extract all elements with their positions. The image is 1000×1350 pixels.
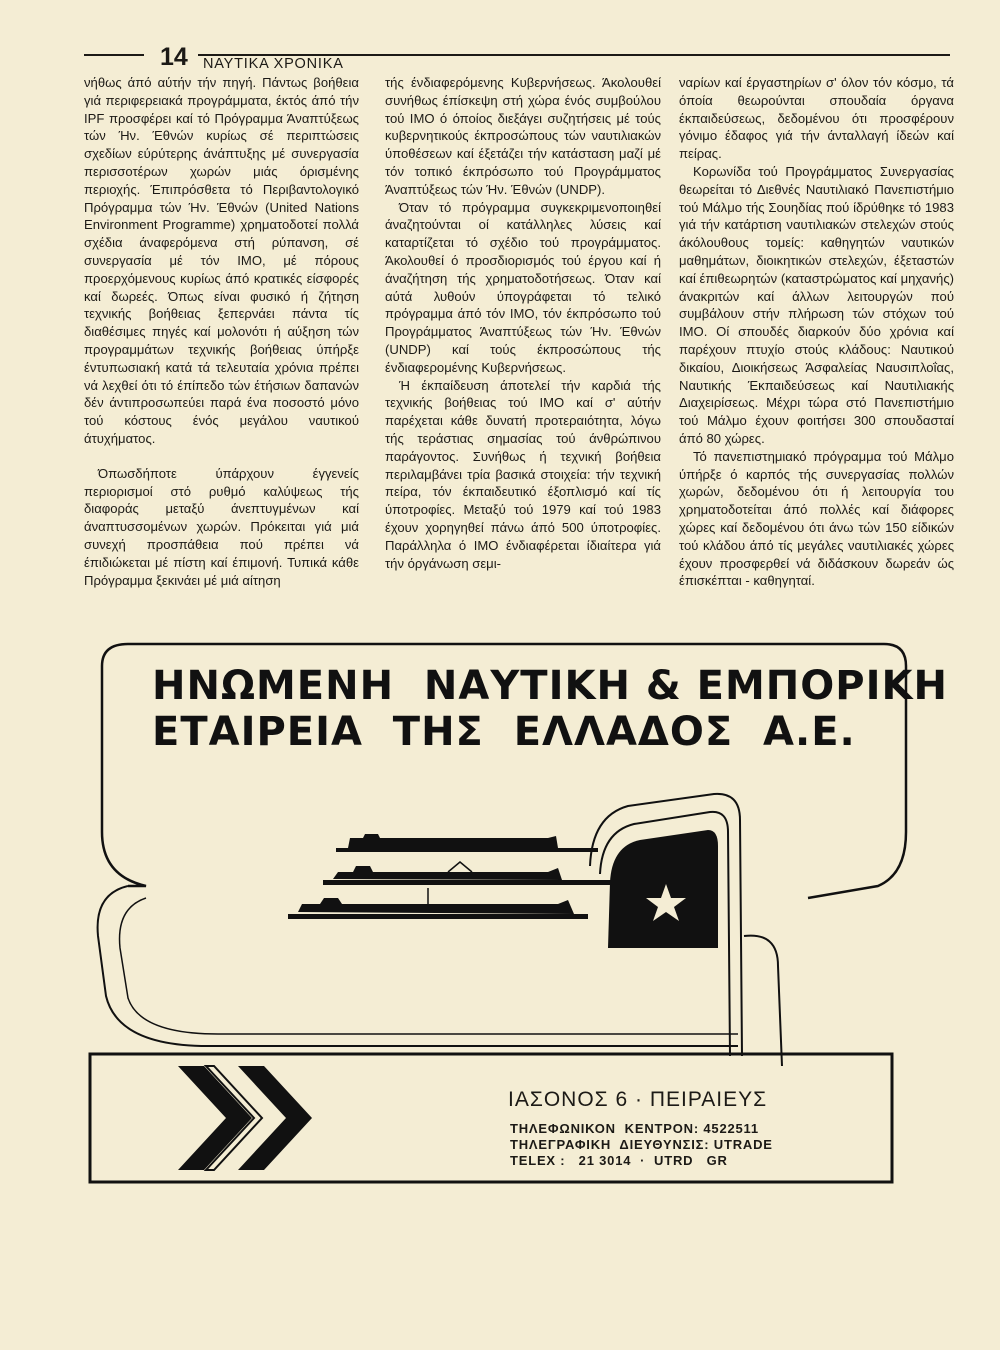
company-phone: ΤΗΛΕΦΩΝΙΚΟΝ ΚΕΝΤΡΟΝ: 4522511 [510, 1121, 759, 1136]
company-telegraph: ΤΗΛΕΓΡΑΦΙΚΗ ΔΙΕΥΘΥΝΣΙΣ: UTRADE [510, 1137, 773, 1152]
paragraph: Όπωσδήποτε ύπάρχουν έγγενείς περιορισμοί στό ρυθμό καλύψεως τής διαφοράς μεταξύ άνεπτυγμένων καί άναπτυσσομένων χωρών. Πρόκειται γιά μιά συνεχή προσπάθεια πού πρέπει νά έπιδιώκεται μέ πίστη καί έπιμονή. Τυπικά κάθε Πρόγραμμα ξεκινάει μέ μιά αίτηση [84, 465, 359, 588]
header-rule-left [84, 54, 144, 56]
company-address: ΙΑΣΟΝΟΣ 6 · ΠΕΙΡΑΙΕΥΣ [508, 1088, 768, 1111]
article-column-2 [385, 74, 661, 572]
article-column-1 [84, 74, 359, 589]
ships-icon [288, 834, 613, 919]
chevrons-right-icon [178, 1066, 312, 1170]
magazine-title: ΝΑΥΤΙΚΑ ΧΡΟΝΙΚΑ [203, 56, 344, 72]
paragraph: ναρίων καί έργαστηρίων σ' όλον τόν κόσμο, τά όποία θεωρούνται σπουδαία όργανα έκπαιδεύσεως, δεδομένου ότι προσφέρουν γόνιμο έδαφος γιά τήν άνταλλαγή ίδεών καί πείρας. [679, 75, 954, 162]
article-column-3 [679, 74, 954, 590]
paragraph: Ή έκπαίδευση άποτελεί τήν καρδιά τής τεχνικής βοήθειας τού ΙΜΟ καί σ' αύτήν παρέχεται κάθε δυνατή προτεραιότητα, λόγω τής τεράστιας σημασίας τού άνθρώπινου παράγοντος. Συνήθως ή τεχνική βοήθεια περιλαμβάνει τρία βασικά στοιχεία: τήν τεχνική πείρα, τόν έκπαιδευτικό έξοπλισμό καί τίς ύποτροφίες. Μεταξύ τού 1979 καί τού 1983 έχουν χορηγηθεί πάνω άπό 500 ύποτροφίες. Παράλληλα ό ΙΜΟ ένδιαφέρεται ίδιαίτερα γιά τήν όργάνωση σεμι- [385, 377, 661, 571]
company-telex: TELEX : 21 3014 · UTRD GR [510, 1153, 728, 1168]
paragraph: Τό πανεπιστημιακό πρόγραμμα τού Μάλμο ύπήρξε ό καρπός τής συνεργασίας πολλών χωρών, δεδομένου ότι ή λειτουργία του χρηματοδοτείται άπό πολλές καί διάφορες χώρες καί δεδομένου ότι άνω τών 150 είδικών τού κλάδου άπό τίς μεγάλες ναυτιλιακές χώρες έχουν προσφερθεί νά διδάσκουν δωρεάν ώς έπισκέπται - καθηγηταί. [679, 448, 954, 589]
paragraph: Όταν τό πρόγραμμα συγκεκριμενοποιηθεί άναζητούνται οί κατάλληλες λύσεις καί καταρτίζεται τό σχέδιο τού προγράμματος. Άκολουθεί ό προσδιορισμός τού έργου καί ή άναζήτηση τής χρηματοδοτήσεως. Όταν καί αύτά λυθούν ύπογράφεται τό τελικό πρόγραμμα άπό τόν ΙΜΟ, τόν έκπρόσωπο τού Προγράμματος Άναπτύξεως τών Ήν. Έθνών (UNDP) καί τούς έκπροσώπους τής ένδιαφερομένης Κυβερνήσεως. [385, 199, 661, 375]
paragraph: νήθως άπό αύτήν τήν πηγή. Πάντως βοήθεια γιά περιφερειακά προγράμματα, έκτός άπό τήν IPF προσφέρει καί τό Πρόγραμμα Άναπτύξεως τών Ήν. Έθνών κυρίως σέ περιπτώσεις σχεδίων εύρύτερης άνάπτυξης μέ συνεργασία περισσοτέρων χωρών μιάς όρισμένης περιοχής. Έπιπρόσθετα τό Περιβαντολογικό Πρόγραμμα τών Ήν. Έθνών (United Nations Environment Programme) χρηματοδοτεί πολλά σχέδια άναφερόμενα στή ρύπανση, σέ συνεργασία μέ τόν ΙΜΟ, μέ πόρους προερχόμενους κυρίως άπό κρατικές είσφορές καί δωρεές. Όπως είναι φυσικό ή ζήτηση τεχνικής βοήθειας ξεπερνάει πάντα τίς διαθέσιμες πηγές καί μολονότι ή αύξηση τών προγραμμάτων τεχνικής βοήθειας ύπήρξε έντυπωσιακή κατά τά τελευταία χρόνια πρέπει νά λεχθεί ότι τό έπίπεδο τών έτήσιων δαπανών δέν άντιπροσωπεύει παρά ένα ποσοστό μόνο τού κόστους ένός μεγάλου ναυτικού άτυχήματος. [84, 75, 359, 446]
company-name-line-1: ΗΝΩΜΕΝΗ ΝΑΥΤΙΚΗ & ΕΜΠΟΡΙΚΗ [152, 663, 948, 709]
paragraph: τής ένδιαφερόμενης Κυβερνήσεως. Άκολουθεί συνήθως έπίσκεψη στή χώρα ένός συμβούλου τού ΙΜΟ ό όποίος διεξάγει συζητήσεις μέ τούς κυβερνητικούς έκπροσώπους τών ναυτιλιακών ύποθέσεων καί έξετάζει τήν κατάσταση μαζί μέ τόν τοπικό έκπρόσωπο τού Προγράμματος Άναπτύξεως τών Ήν. Έθνών (UNDP). [385, 75, 661, 197]
paragraph: Κορωνίδα τού Προγράμματος Συνεργασίας θεωρείται τό Διεθνές Ναυτιλιακό Πανεπιστήμιο τού Μάλμο τής Σουηδίας πού ίδρύθηκε τό 1983 γιά τήν κατάρτιση ναυτιλιακών στελεχών στούς άκόλουθους τομείς: καθηγητών ναυτικών μαθημάτων, διοικητικών στελεχών, έξεταστών καί έπιθεωρητών (καταστρώματος καί μηχανής) άνακριτών καί άλλων λειτουργών πού συμβάλουν στήν πλήρωση τών στόχων τού ΙΜΟ. Οί σπουδές διαρκούν δύο χρόνια καί παρέχουν πτυχίο στούς κλάδους: Ναυτικού δικαίου, Διοικήσεως Άσφαλείας Ναυσιπλοΐας, Ναυτικής Έκπαιδεύσεως καί Ναυτιλιακής Διαχειρίσεως. Μέχρι τώρα στό Πανεπιστήμιο τού Μάλμο έχουν φοιτήσει 300 σπουδασταί άπό 80 χώρες. [679, 163, 954, 446]
page-number: 14 [160, 43, 188, 71]
company-advertisement [88, 636, 948, 1290]
funnel-star-logo-icon [590, 794, 782, 1066]
company-name-line-2: ΕΤΑΙΡΕΙΑ ΤΗΣ ΕΛΛΑΔΟΣ Α.Ε. [152, 709, 856, 755]
